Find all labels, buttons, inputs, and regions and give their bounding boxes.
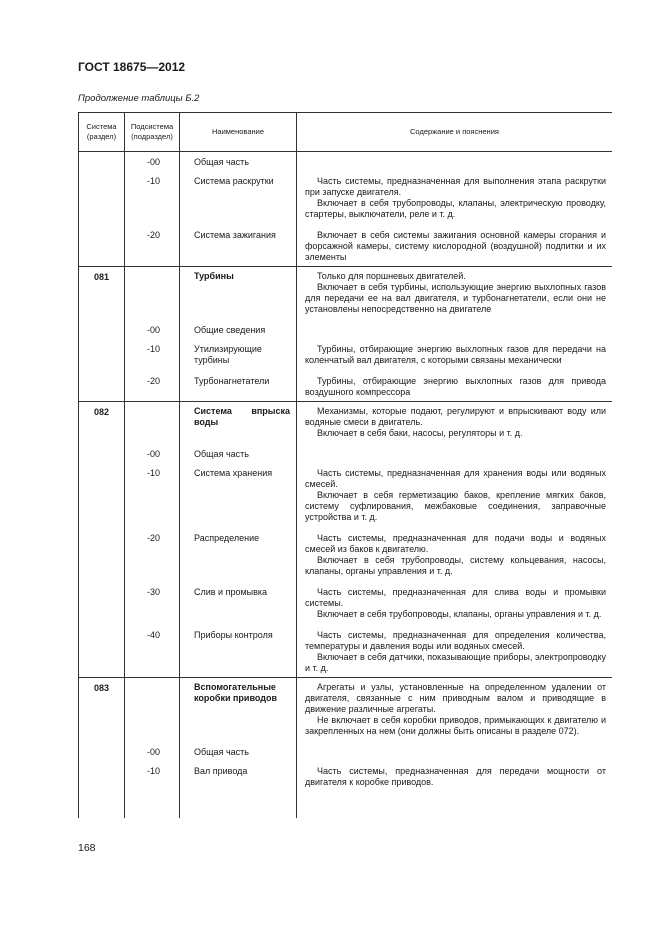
name-cell: Общие сведения <box>180 320 297 339</box>
system-code-cell: 081 <box>79 267 125 321</box>
table-row <box>79 761 613 818</box>
table-row <box>79 528 613 582</box>
description-paragraph: Включает в себя герметизацию баков, крепление мягких баков, систему суфлирования, межбаковые соединения, заправочные устройства и т. д. <box>305 490 606 522</box>
system-code-cell <box>79 152 125 172</box>
description-cell <box>297 444 613 463</box>
subsystem-code-cell: -00 <box>125 444 180 463</box>
name-cell: Общая часть <box>180 742 297 761</box>
name-cell: Общая часть <box>180 152 297 172</box>
table-row <box>79 320 613 339</box>
subsystem-code-cell <box>125 267 180 321</box>
table-row <box>79 339 613 371</box>
description-cell <box>297 152 613 172</box>
name-cell: Система впрыска воды <box>180 402 297 445</box>
description-paragraph: Включает в себя турбины, использующие энергию выхлопных газов для передачи ее на вал двигателя, и турбонагнетатели, если они не установлены непосредственно на двигателе <box>305 282 606 314</box>
subsystem-code-cell: -00 <box>125 320 180 339</box>
description-cell <box>297 339 613 371</box>
subsystem-code-cell: -30 <box>125 582 180 625</box>
name-cell: Вспомогательные коробки приводов <box>180 678 297 743</box>
table-row <box>79 267 613 321</box>
description-paragraph: Включает в себя датчики, показывающие приборы, электропроводку и т. д. <box>305 652 606 673</box>
subsystem-code-cell: -10 <box>125 339 180 371</box>
description-paragraph: Агрегаты и узлы, установленные на определенном удалении от двигателя, связанные с ним приводным валом и приводящие в движение различные агрегаты. <box>305 682 606 714</box>
description-paragraph: Часть системы, предназначенная для слива воды и промывки системы. <box>305 587 606 608</box>
name-cell: Система зажигания <box>180 225 297 267</box>
table-row <box>79 171 613 225</box>
description-paragraph: Турбины, отбирающие энергию выхлопных газов для передачи на коленчатый вал двигателя, с которыми связаны механически <box>305 344 606 365</box>
system-code-cell <box>79 761 125 818</box>
subsystem-code-cell: -00 <box>125 742 180 761</box>
name-cell: Утилизирующие турбины <box>180 339 297 371</box>
system-code-cell: 082 <box>79 402 125 445</box>
document-title: ГОСТ 18675—2012 <box>78 60 186 74</box>
table-row <box>79 225 613 267</box>
name-cell: Общая часть <box>180 444 297 463</box>
table-caption: Продолжение таблицы Б.2 <box>78 93 200 104</box>
description-cell <box>297 267 613 321</box>
system-code-cell <box>79 463 125 528</box>
subsystem-code-cell: -00 <box>125 152 180 172</box>
subsystem-code-cell: -20 <box>125 225 180 267</box>
description-paragraph: Включает в себя трубопроводы, систему кольцевания, насосы, клапаны, органы управления и т. д. <box>305 555 606 576</box>
name-cell: Приборы контроля <box>180 625 297 678</box>
description-paragraph: Не включает в себя коробки приводов, примыкающих к двигателю и закрепленных на нем (они должны быть описаны в разделе 072). <box>305 715 606 736</box>
table-row <box>79 625 613 678</box>
description-cell <box>297 402 613 445</box>
description-paragraph: Часть системы, предназначенная для передачи мощности от двигателя к коробке приводов. <box>305 766 606 787</box>
page-number: 168 <box>78 842 96 854</box>
description-cell <box>297 742 613 761</box>
system-code-cell <box>79 371 125 402</box>
column-header-name: Наименование <box>180 113 297 152</box>
description-cell <box>297 625 613 678</box>
table-frame <box>78 112 612 834</box>
description-cell <box>297 171 613 225</box>
table-body <box>79 152 613 819</box>
system-code-cell <box>79 742 125 761</box>
description-paragraph: Включает в себя системы зажигания основной камеры сгорания и форсажной камеры, систему кислородной (воздушной) подпитки и их элементы <box>305 230 606 262</box>
table-row <box>79 463 613 528</box>
system-code-cell <box>79 320 125 339</box>
table-row <box>79 678 613 743</box>
table-row <box>79 152 613 172</box>
column-header-subsystem: Подсистема (подраздел) <box>125 113 180 152</box>
name-cell: Вал привода <box>180 761 297 818</box>
subsystem-code-cell <box>125 678 180 743</box>
subsystem-code-cell: -20 <box>125 371 180 402</box>
description-cell <box>297 320 613 339</box>
table-row <box>79 402 613 445</box>
description-cell <box>297 761 613 818</box>
description-cell <box>297 678 613 743</box>
system-code-cell <box>79 171 125 225</box>
column-header-system: Система (раздел) <box>79 113 125 152</box>
system-code-cell <box>79 339 125 371</box>
description-paragraph: Включает в себя баки, насосы, регуляторы и т. д. <box>317 428 523 438</box>
description-paragraph: Часть системы, предназначенная для подачи воды и водяных смесей из баков к двигателю. <box>305 533 606 554</box>
system-code-cell <box>79 225 125 267</box>
table-row <box>79 444 613 463</box>
description-paragraph: Только для поршневых двигателей. <box>317 271 466 281</box>
description-paragraph: Турбины, отбирающие энергию выхлопных газов для привода воздушного компрессора <box>305 376 606 397</box>
description-cell <box>297 582 613 625</box>
subsystem-code-cell: -20 <box>125 528 180 582</box>
description-cell <box>297 528 613 582</box>
system-code-cell <box>79 582 125 625</box>
description-paragraph: Механизмы, которые подают, регулируют и впрыскивают воду или водяные смеси в двигатель. <box>305 406 606 427</box>
subsystem-code-cell: -10 <box>125 171 180 225</box>
system-code-cell: 083 <box>79 678 125 743</box>
description-paragraph: Часть системы, предназначенная для определения количества, температуры и давления воды или водяных смесей. <box>305 630 606 651</box>
name-cell: Распределение <box>180 528 297 582</box>
description-paragraph: Включает в себя трубопроводы, клапаны, электрическую проводку, стартеры, выключатели, реле и т. д. <box>305 198 606 219</box>
name-cell: Турбонагнетатели <box>180 371 297 402</box>
name-cell: Система хранения <box>180 463 297 528</box>
description-cell <box>297 371 613 402</box>
subsystem-code-cell: -40 <box>125 625 180 678</box>
name-cell: Турбины <box>180 267 297 321</box>
table-row <box>79 371 613 402</box>
name-cell: Слив и промывка <box>180 582 297 625</box>
system-code-cell <box>79 444 125 463</box>
subsystem-code-cell: -10 <box>125 463 180 528</box>
description-cell <box>297 225 613 267</box>
subsystem-code-cell: -10 <box>125 761 180 818</box>
description-paragraph: Часть системы, предназначенная для хранения воды или водяных смесей. <box>305 468 606 489</box>
table-row <box>79 582 613 625</box>
system-code-cell <box>79 625 125 678</box>
subsystem-code-cell <box>125 402 180 445</box>
column-header-description: Содержание и пояснения <box>297 113 613 152</box>
table-row <box>79 742 613 761</box>
system-code-cell <box>79 528 125 582</box>
name-cell: Система раскрутки <box>180 171 297 225</box>
description-paragraph: Включает в себя трубопроводы, клапаны, органы управления и т. д. <box>317 609 602 619</box>
description-cell <box>297 463 613 528</box>
table-header <box>79 113 613 152</box>
classification-table <box>78 112 612 818</box>
description-paragraph: Часть системы, предназначенная для выполнения этапа раскрутки при запуске двигателя. <box>305 176 606 197</box>
